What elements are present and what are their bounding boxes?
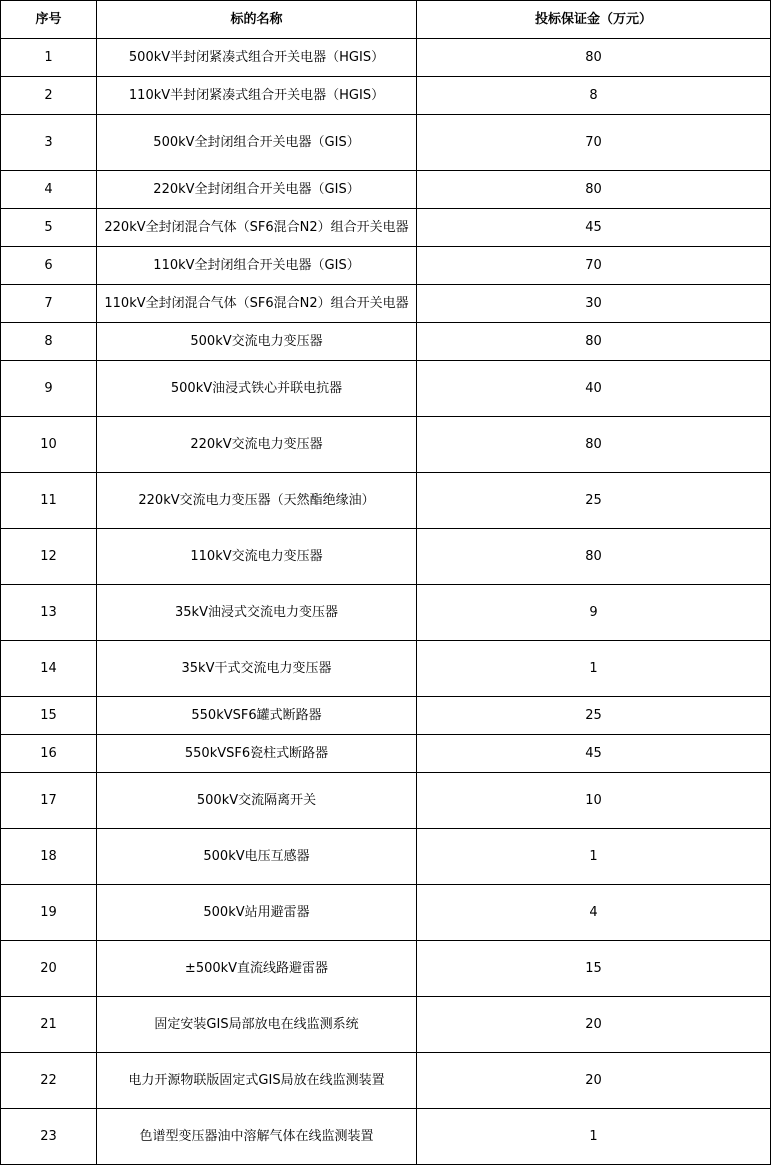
table-row — [1, 941, 771, 997]
table-row — [1, 247, 771, 285]
row-deposit: 8 — [417, 77, 771, 115]
table-row — [1, 77, 771, 115]
row-deposit: 80 — [417, 171, 771, 209]
row-deposit: 4 — [417, 885, 771, 941]
row-deposit: 25 — [417, 473, 771, 529]
table-row — [1, 529, 771, 585]
table-row — [1, 361, 771, 417]
table-row — [1, 585, 771, 641]
row-index: 15 — [1, 697, 97, 735]
row-index: 20 — [1, 941, 97, 997]
row-index: 10 — [1, 417, 97, 473]
row-deposit: 45 — [417, 209, 771, 247]
row-index: 6 — [1, 247, 97, 285]
row-deposit: 70 — [417, 247, 771, 285]
row-index: 12 — [1, 529, 97, 585]
row-name: 110kV交流电力变压器 — [97, 529, 417, 585]
table-row — [1, 885, 771, 941]
row-index: 11 — [1, 473, 97, 529]
row-name: 35kV干式交流电力变压器 — [97, 641, 417, 697]
table-header-row — [1, 1, 771, 39]
row-deposit: 9 — [417, 585, 771, 641]
row-index: 18 — [1, 829, 97, 885]
row-name: 35kV油浸式交流电力变压器 — [97, 585, 417, 641]
row-name: 色谱型变压器油中溶解气体在线监测装置 — [97, 1109, 417, 1165]
table-row — [1, 735, 771, 773]
row-index: 21 — [1, 997, 97, 1053]
table-row — [1, 773, 771, 829]
table-row — [1, 115, 771, 171]
row-deposit: 80 — [417, 323, 771, 361]
row-name: 110kV全封闭混合气体（SF6混合N2）组合开关电器 — [97, 285, 417, 323]
row-index: 16 — [1, 735, 97, 773]
row-index: 8 — [1, 323, 97, 361]
row-name: 500kV油浸式铁心并联电抗器 — [97, 361, 417, 417]
table-row — [1, 39, 771, 77]
table-row — [1, 285, 771, 323]
row-name: 500kV交流电力变压器 — [97, 323, 417, 361]
table-row — [1, 323, 771, 361]
row-index: 13 — [1, 585, 97, 641]
row-deposit: 15 — [417, 941, 771, 997]
table-row — [1, 1053, 771, 1109]
row-index: 22 — [1, 1053, 97, 1109]
row-index: 7 — [1, 285, 97, 323]
row-index: 19 — [1, 885, 97, 941]
table-row — [1, 171, 771, 209]
row-deposit: 80 — [417, 39, 771, 77]
row-index: 14 — [1, 641, 97, 697]
row-name: 220kV交流电力变压器（天然酯绝缘油） — [97, 473, 417, 529]
row-name: 电力开源物联版固定式GIS局放在线监测装置 — [97, 1053, 417, 1109]
row-name: 500kV半封闭紧凑式组合开关电器（HGIS） — [97, 39, 417, 77]
table-row — [1, 209, 771, 247]
row-name: 550kVSF6瓷柱式断路器 — [97, 735, 417, 773]
row-name: 220kV交流电力变压器 — [97, 417, 417, 473]
row-deposit: 80 — [417, 417, 771, 473]
table-row — [1, 829, 771, 885]
header-deposit: 投标保证金（万元） — [417, 1, 771, 39]
row-index: 17 — [1, 773, 97, 829]
header-name: 标的名称 — [97, 1, 417, 39]
table-row — [1, 1109, 771, 1165]
row-deposit: 20 — [417, 1053, 771, 1109]
header-index: 序号 — [1, 1, 97, 39]
row-name: 550kVSF6罐式断路器 — [97, 697, 417, 735]
table-row — [1, 473, 771, 529]
row-index: 2 — [1, 77, 97, 115]
row-name: ±500kV直流线路避雷器 — [97, 941, 417, 997]
row-deposit: 10 — [417, 773, 771, 829]
row-index: 23 — [1, 1109, 97, 1165]
row-deposit: 1 — [417, 1109, 771, 1165]
row-deposit: 40 — [417, 361, 771, 417]
table-row — [1, 417, 771, 473]
row-name: 500kV全封闭组合开关电器（GIS） — [97, 115, 417, 171]
row-deposit: 80 — [417, 529, 771, 585]
table-row — [1, 997, 771, 1053]
row-deposit: 45 — [417, 735, 771, 773]
row-index: 1 — [1, 39, 97, 77]
row-name: 500kV交流隔离开关 — [97, 773, 417, 829]
row-index: 3 — [1, 115, 97, 171]
table-row — [1, 641, 771, 697]
row-name: 220kV全封闭混合气体（SF6混合N2）组合开关电器 — [97, 209, 417, 247]
row-index: 4 — [1, 171, 97, 209]
row-deposit: 1 — [417, 829, 771, 885]
row-name: 500kV站用避雷器 — [97, 885, 417, 941]
row-deposit: 25 — [417, 697, 771, 735]
row-index: 5 — [1, 209, 97, 247]
row-name: 500kV电压互感器 — [97, 829, 417, 885]
row-deposit: 70 — [417, 115, 771, 171]
row-deposit: 30 — [417, 285, 771, 323]
row-deposit: 20 — [417, 997, 771, 1053]
row-name: 220kV全封闭组合开关电器（GIS） — [97, 171, 417, 209]
row-name: 110kV全封闭组合开关电器（GIS） — [97, 247, 417, 285]
row-deposit: 1 — [417, 641, 771, 697]
row-index: 9 — [1, 361, 97, 417]
table-row — [1, 697, 771, 735]
row-name: 110kV半封闭紧凑式组合开关电器（HGIS） — [97, 77, 417, 115]
row-name: 固定安装GIS局部放电在线监测系统 — [97, 997, 417, 1053]
